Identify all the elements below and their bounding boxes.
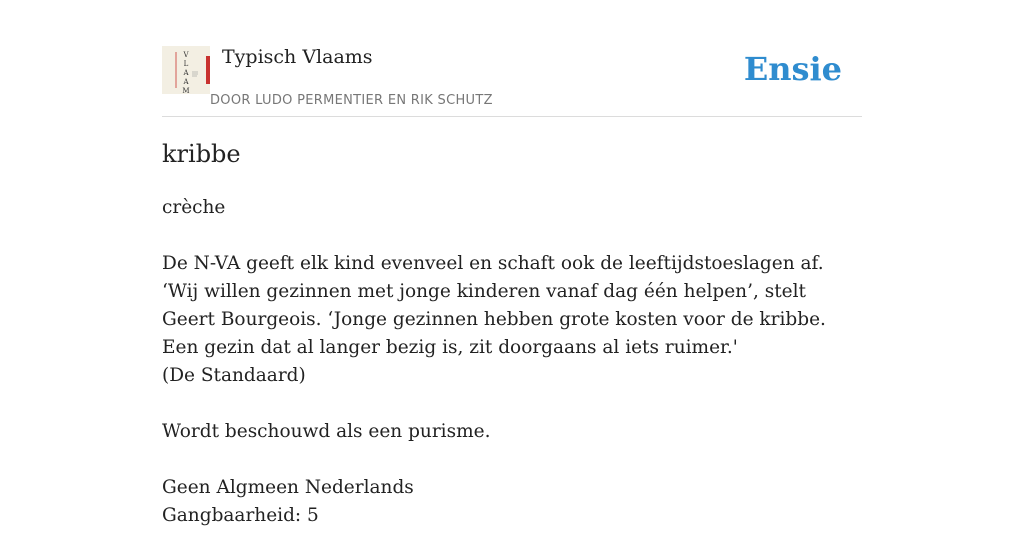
svg-text:M: M xyxy=(182,87,190,95)
header xyxy=(162,40,862,117)
entry-note: Wordt beschouwd als een purisme. xyxy=(162,421,491,442)
svg-text:L: L xyxy=(183,60,189,68)
entry-word: kribbe xyxy=(162,140,241,168)
ensie-logo-link[interactable]: Ensie xyxy=(743,50,842,88)
entry-language-status: Geen Algmeen Nederlands xyxy=(162,477,414,498)
svg-text:V: V xyxy=(183,51,189,59)
svg-text:A: A xyxy=(183,78,189,86)
entry-classification xyxy=(162,474,864,530)
book-authors: DOOR LUDO PERMENTIER EN RIK SCHUTZ xyxy=(210,93,493,108)
entry-source: (De Standaard) xyxy=(162,365,306,386)
book-title-link[interactable]: Typisch Vlaams xyxy=(222,46,373,68)
entry-content xyxy=(162,138,864,558)
entry-quote: De N-VA geeft elk kind evenveel en schaft ook de leeftijdstoeslagen af. ‘Wij willen gezinnen met jonge kinderen vanaf dag één helpen’, stelt Geert Bourgeois. ‘Jonge gezinnen hebben grote kosten voor de kribbe. Een gezin dat al langer bezig is, zit doorgaans al iets ruimer.' xyxy=(162,253,826,358)
svg-text:A: A xyxy=(183,69,189,77)
entry-body xyxy=(162,194,864,530)
entry-translation: crèche xyxy=(162,197,226,218)
entry-rating: Gangbaarheid: 5 xyxy=(162,505,319,526)
book-logo-icon[interactable] xyxy=(162,46,210,94)
entry-example xyxy=(162,250,864,390)
